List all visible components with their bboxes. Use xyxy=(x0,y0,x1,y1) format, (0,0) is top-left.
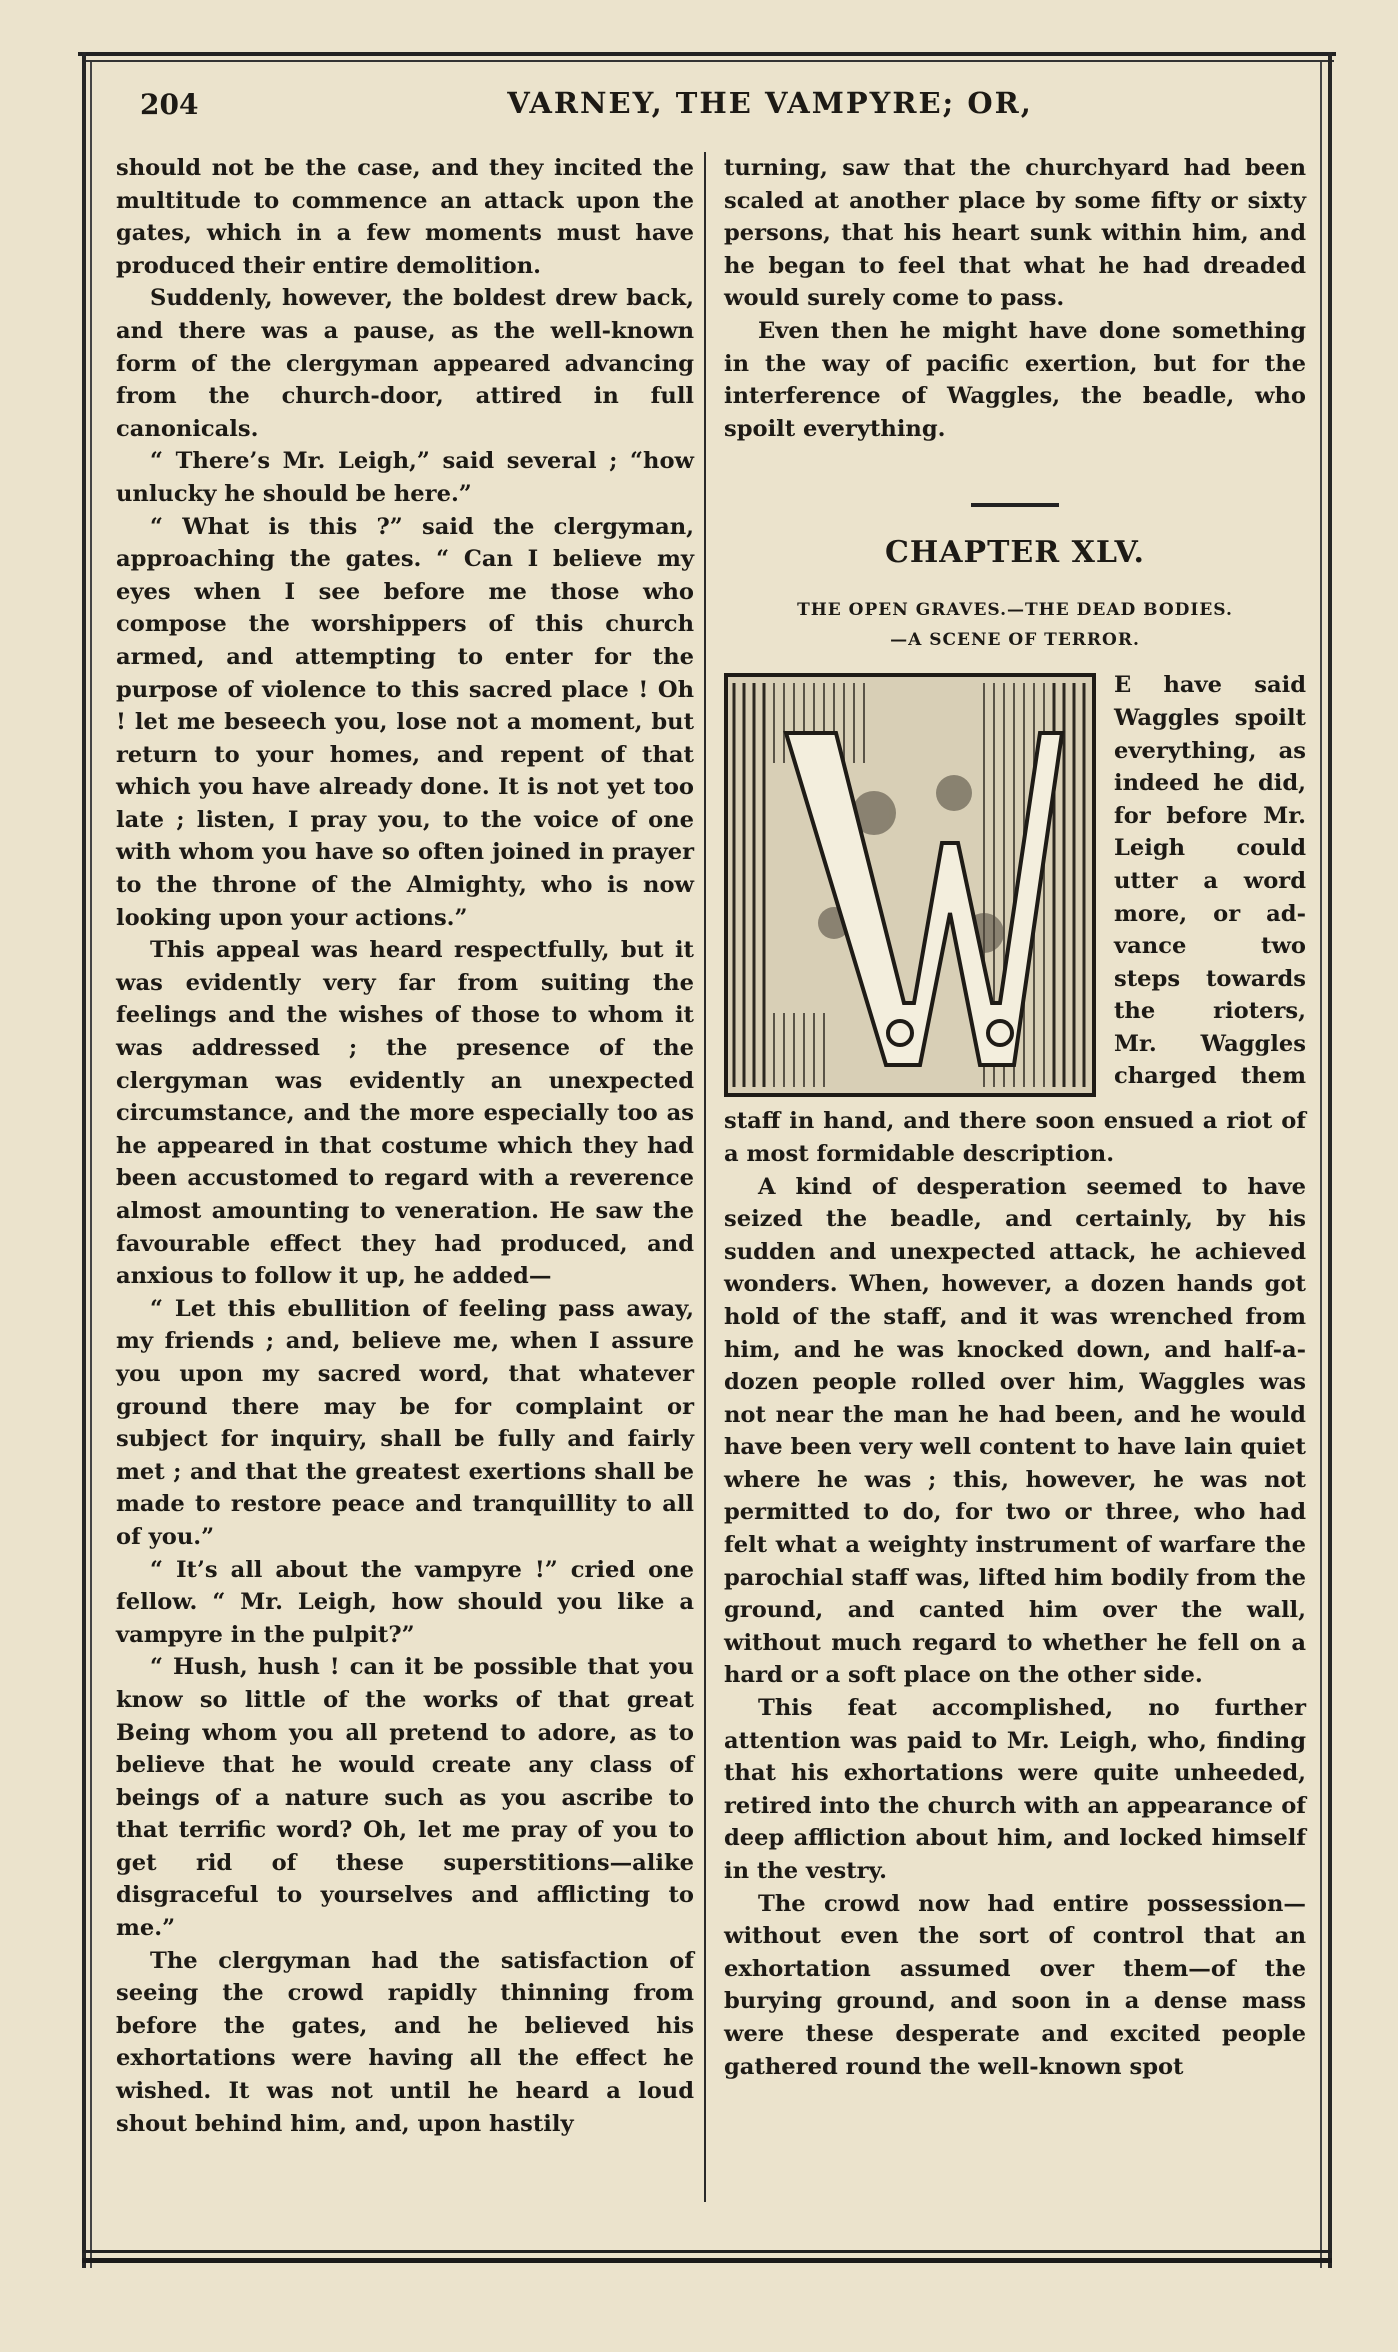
text-line: Waggles spoilt xyxy=(1114,704,1306,731)
running-title: VARNEY, THE VAMPYRE; OR, xyxy=(507,86,1033,120)
paragraph: The crowd now had entire possession—without even the sort of control that an exhortation assumed over them—of the burying ground, and soon in a dense mass were these desperate and excited people gathered round the well-known spot xyxy=(724,1890,1306,2080)
text-line: more, or ad- xyxy=(1114,900,1306,927)
frame-rule-right-inner xyxy=(1320,62,1322,2268)
paragraph: Suddenly, however, the boldest drew back, and there was a pause, as the well-known form of the clergyman appeared advancing from the church-door, attired in full canonicals. xyxy=(116,285,694,442)
frame-rule-left xyxy=(82,52,86,2268)
chapter-subtitle-line-1: THE OPEN GRAVES.—THE DEAD BODIES. xyxy=(797,600,1233,621)
paragraph: “ Let this ebullition of feeling pass away, my friends ; and, believe me, when I assure you upon my sacred word, that whatever ground there may be for complaint or subject for inquiry, shall be fully and fairly met ; and that the greatest exertions shall be made to restore peace and tranquillity to all of you.” xyxy=(116,1295,694,1550)
paragraph: This feat accomplished, no further attention was paid to Mr. Leigh, who, finding that his exhortations were quite unheeded, retired into the church with an appearance of deep affliction about him, and locked himself in the vestry. xyxy=(724,1695,1306,1884)
frame-rule-bottom xyxy=(82,2250,1332,2253)
drop-cap-w-engraving xyxy=(724,673,1096,1097)
drop-cap-text xyxy=(1114,669,1306,1093)
text-line: E have said xyxy=(1114,672,1306,699)
page-number: 204 xyxy=(140,88,199,121)
text-line: Mr. Waggles xyxy=(1114,1030,1306,1057)
running-header xyxy=(110,80,1310,130)
drop-cap-block xyxy=(724,669,1306,1105)
text-line: utter a word xyxy=(1114,867,1306,894)
left-column xyxy=(116,152,694,2140)
paragraph: turning, saw that the churchyard had been scaled at another place by some fifty or sixty persons, that his heart sunk within him, and he began to feel that what he had dreaded would surely come to pass. xyxy=(724,155,1306,312)
text-line: for before Mr. xyxy=(1114,802,1306,829)
paragraph: staff in hand, and there soon ensued a riot of a most formidable description. xyxy=(724,1108,1306,1167)
paragraph: should not be the case, and they incited the multitude to commence an attack upon the gates, which in a few moments must have produced their entire demolition. xyxy=(116,155,694,279)
chapter-subtitle xyxy=(724,595,1306,655)
text-line: charged them xyxy=(1114,1063,1306,1090)
frame-rule-right xyxy=(1328,52,1332,2268)
frame-rule-bottom-thick xyxy=(82,2258,1332,2263)
frame-rule-top-inner xyxy=(84,60,1334,62)
frame-rule-left-inner xyxy=(90,62,92,2268)
text-line: Leigh could xyxy=(1114,835,1306,862)
paragraph: The clergyman had the satisfaction of seeing the crowd rapidly thinning from before the gates, and he believed his exhortations were having all the effect he wished. It was not until he heard a loud shout behind him, and, upon hastily xyxy=(116,1947,694,2137)
paragraph: A kind of desperation seemed to have seized the beadle, and certainly, by his sudden and unexpected attack, he achieved wonders. When, however, a dozen hands got hold of the staff, and it was wrenched from him, and he was knocked down, and half-a-dozen people rolled over him, Waggles was not near the man he had been, and he would have been very well content to have lain quiet where he was ; this, however, he was not permitted to do, for two or three, who had felt what a weighty instrument of warfare the parochial staff was, lifted him bodily from the ground, and canted him over the wall, without much regard to whether he fell on a hard or a soft place on the other side. xyxy=(724,1173,1306,1689)
column-divider xyxy=(704,152,706,2202)
text-line: the rioters, xyxy=(1114,998,1306,1025)
section-divider xyxy=(971,503,1059,507)
paragraph: “ There’s Mr. Leigh,” said several ; “how unlucky he should be here.” xyxy=(116,448,694,507)
right-column xyxy=(724,152,1306,2083)
frame-rule-top xyxy=(78,52,1336,56)
text-line: vance two xyxy=(1114,933,1306,960)
paragraph: “ What is this ?” said the clergyman, approaching the gates. “ Can I believe my eyes when I see before me those who compose the worshippers of this church armed, and attempting to enter for the purpose of violence to this sacred place ! Oh ! let me beseech you, lose not a moment, but return to your homes, and repent of that which you have already done. It is not yet too late ; listen, I pray you, to the voice of one with whom you have so often joined in prayer to the throne of the Almighty, who is now looking upon your actions.” xyxy=(116,513,694,931)
chapter-subtitle-line-2: —A SCENE OF TERROR. xyxy=(890,630,1140,651)
paragraph: Even then he might have done something in the way of pacific exertion, but for the interference of Waggles, the beadle, who spoilt everything. xyxy=(724,317,1306,442)
chapter-title: CHAPTER XLV. xyxy=(885,535,1145,571)
paragraph: “ It’s all about the vampyre !” cried one fellow. “ Mr. Leigh, how should you like a vampyre in the pulpit?” xyxy=(116,1556,694,1648)
paragraph: This appeal was heard respectfully, but it was evidently very far from suiting the feelings and the wishes of those to whom it was addressed ; the presence of the clergyman was evidently an unexpected circumstance, and the more especially too as he appeared in that costume which they had been accustomed to regard with a reverence almost amounting to veneration. He saw the favourable effect they had produced, and anxious to follow it up, he added— xyxy=(116,937,694,1290)
paragraph: “ Hush, hush ! can it be possible that you know so little of the works of that great Being whom you all pretend to adore, as to believe that he would create any class of beings of a nature such as you ascribe to that terrific word? Oh, let me pray of you to get rid of these superstitions—alike disgraceful to yourselves and afflicting to me.” xyxy=(116,1654,694,1942)
text-line: everything, as xyxy=(1114,737,1306,764)
text-line: indeed he did, xyxy=(1114,770,1306,797)
text-line: steps towards xyxy=(1114,965,1306,992)
